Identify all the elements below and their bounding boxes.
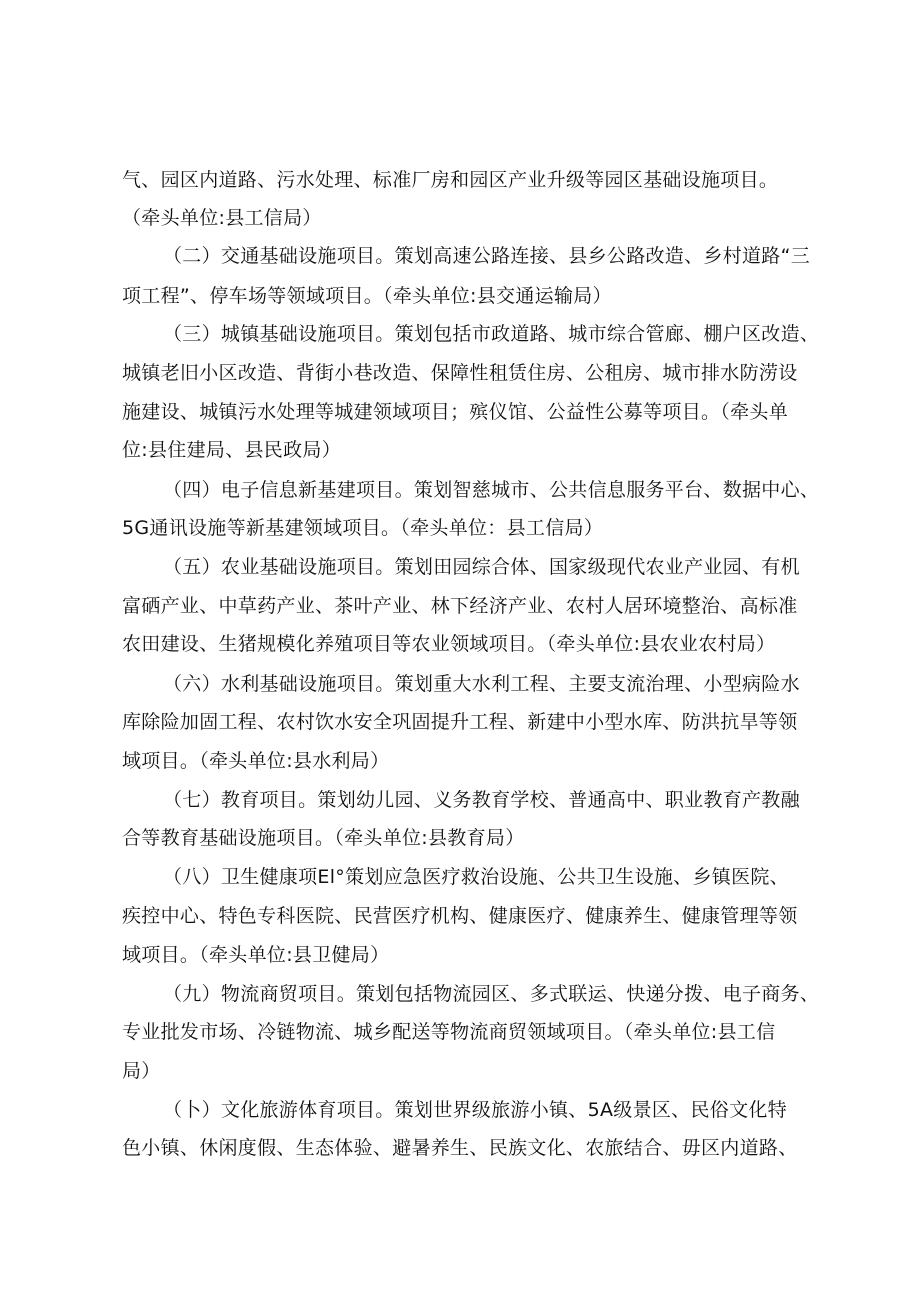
text-line: 疾控中心、特色专科医院、民营医疗机构、健康医疗、健康养生、健康管理等领 [122,905,798,927]
text-line: 合等教育基础设施项目。（牵头单位:县教育局） [122,827,525,849]
section-4-heading: （四）电子信息新基建项目。策划智慈城市、公共信息服务平台、数据中心、 [163,479,820,501]
section-9-heading: （九）物流商贸项目。策划包括物流园区、多式联运、快递分拨、电子商务、 [163,983,820,1005]
section-7-heading: （七）教育项目。策划幼儿园、义务教育学校、普通高中、职业教育产教融 [163,789,800,811]
text-line: 5G通讯设施等新基建领域项目。（牵头单位：县工信局） [122,517,604,539]
section-2-heading: （二）交通基础设施项目。策划高速公路连接、县乡公路改造、乡村道路“三 [163,245,811,267]
text-line: 施建设、城镇污水处理等城建领域项目；殡仪馆、公益性公募等项目。（牵头单 [122,401,789,423]
text-line: 专业批发市场、冷链物流、城乡配送等物流商贸领域项目。（牵头单位:县工信 [122,1021,776,1043]
text-line: 城镇老旧小区改造、背街小巷改造、保障性租赁住房、公租房、城市排水防涝设 [122,362,798,384]
section-5-heading: （五）农业基础设施项目。策划田园综合体、国家级现代农业产业园、有机 [163,556,800,578]
text-line: 气、园区内道路、污水处理、标准厂房和园区产业升级等园区基础设施项目。 [122,169,779,191]
text-line: 色小镇、休闲度假、生态体验、避暑养生、民族文化、农旅结合、毋区内道路、 [122,1137,798,1159]
section-10-heading: （卜）文化旅游体育项目。策划世界级旅游小镇、5A级景区、民俗文化特 [163,1099,787,1121]
section-3-heading: （三）城镇基础设施项目。策划包括市政道路、城市综合管廊、棚户区改造、 [163,323,820,345]
text-line: 富硒产业、中草药产业、茶叶产业、林下经济产业、农村人居环境整治、高标准 [122,595,798,617]
text-line: 项工程”、停车场等领域项目。（牵头单位:县交通运输局） [122,285,612,307]
text-line: （牵头单位:县工信局） [122,207,322,229]
section-6-heading: （六）水利基础设施项目。策划重大水利工程、主要支流治理、小型病险水 [163,673,800,695]
text-line: 局） [122,1060,161,1082]
text-line: 农田建设、生猪规模化养殖项目等农业领域项目。（牵头单位:县农业农村局） [122,633,776,655]
text-line: 域项目。（牵头单位:县水利局） [122,750,390,772]
section-8-heading: （八）卫生健康项El°策划应急医疗救治设施、公共卫生设施、乡镇医院、 [163,866,789,888]
text-line: 位:县住建局、县民政局） [122,439,342,461]
text-line: 库除险加固工程、农村饮水安全巩固提升工程、新建中小型水库、防洪抗旱等领 [122,711,798,733]
text-line: 域项目。（牵头单位:县卫健局） [122,944,390,966]
